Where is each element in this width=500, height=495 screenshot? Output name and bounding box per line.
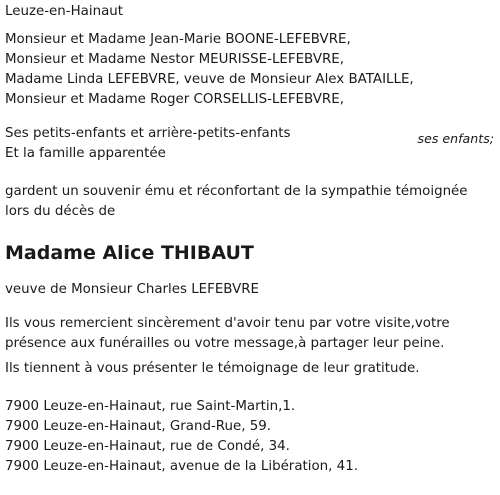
- family-line: Et la famille apparentée: [5, 146, 166, 161]
- spacer: [5, 379, 500, 397]
- spacer: [5, 222, 500, 240]
- location-heading: Leuze-en-Hainaut: [5, 4, 124, 19]
- address-list: [5, 397, 500, 477]
- child-entry: Monsieur et Madame Roger CORSELLIS-LEFEBVRE,: [5, 92, 344, 107]
- intro-line: lors du décès de: [5, 204, 116, 219]
- deceased-name: Madame Alice THIBAUT: [5, 242, 254, 264]
- gratitude-line: Ils tiennent à vous présenter le témoignage de leur gratitude.: [5, 361, 420, 376]
- address-entry: 7900 Leuze-en-Hainaut, rue de Condé, 34.: [5, 439, 290, 454]
- spacer: [5, 22, 500, 30]
- address-entry: 7900 Leuze-en-Hainaut, avenue de la Libération, 41.: [5, 459, 358, 474]
- intro-line: gardent un souvenir ému et réconfortant de la sympathie témoignée: [5, 184, 468, 199]
- spacer: [5, 300, 500, 314]
- spacer: [5, 164, 500, 182]
- child-entry: Madame Linda LEFEBVRE, veuve de Monsieur Alex BATAILLE,: [5, 72, 414, 87]
- spacer: [5, 110, 500, 124]
- widow-of-line: veuve de Monsieur Charles LEFEBVRE: [5, 282, 260, 297]
- child-entry: Monsieur et Madame Nestor MEURISSE-LEFEBVRE,: [5, 52, 345, 67]
- address-entry: 7900 Leuze-en-Hainaut, rue Saint-Martin,1.: [5, 399, 296, 414]
- thanks-line: présence aux funérailles ou votre message,à partager leur peine.: [5, 336, 445, 351]
- spacer: [5, 266, 500, 280]
- thanks-line: Ils vous remercient sincèrement d'avoir tenu par votre visite,votre: [5, 316, 450, 331]
- child-entry: Monsieur et Madame Jean-Marie BOONE-LEFEBVRE,: [5, 32, 351, 47]
- grandchildren-line: Ses petits-enfants et arrière-petits-enfants: [5, 126, 291, 141]
- address-entry: 7900 Leuze-en-Hainaut, Grand-Rue, 59.: [5, 419, 272, 434]
- children-suffix: ses enfants;: [417, 131, 494, 146]
